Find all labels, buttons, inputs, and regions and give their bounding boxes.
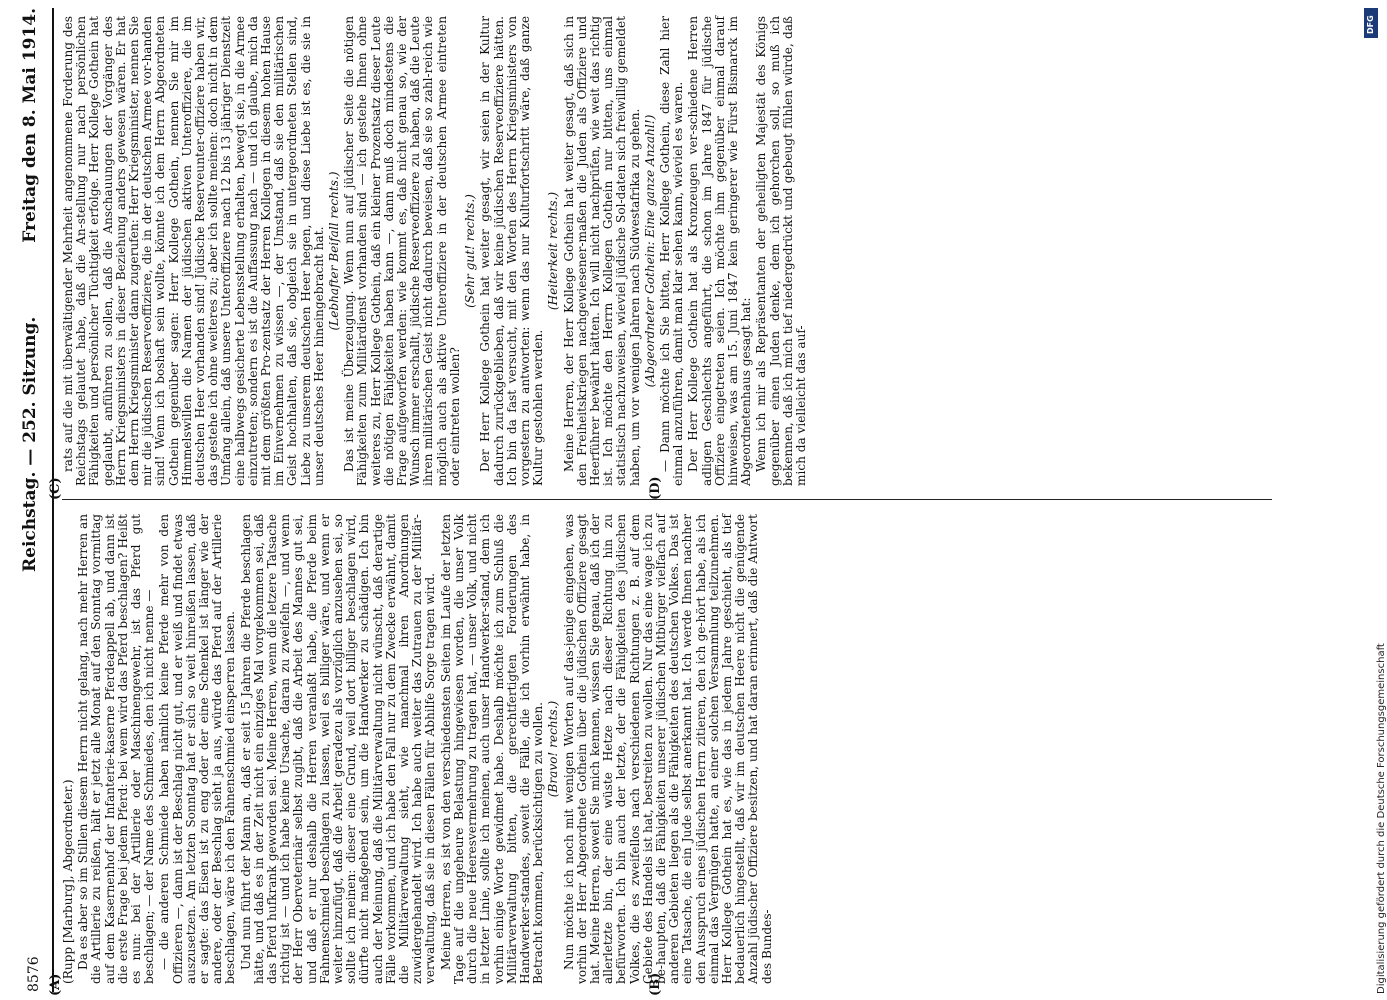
paragraph: Und nun führt der Mann an, daß er seit 15 Jahren die Pferde beschlagen hätte, und daß es in der Zeit nicht ein einziges Mal vorgekommen sei, daß das Pferd hufkrank geworden sei. Meine Herren, wenn die letzere Tatsache richtig ist — und ich habe keine Ursache, daran zu zweifeln —, und wenn der Herr Oberveterinär selbst zugibt, daß die Arbeit des Mannes gut sei, und daß er nur deshalb die Herren veranlaßt habe, die Pferde beim Fahnenschmied beschlagen zu lassen, weil es billiger wäre, und wenn er weiter hinzufügt, daß die Arbeit geradezu als vorzüglich anzusehen sei, so sollte ich meinen: dieser eine Grund, weil dort billiger beschlagen wird, dürfte nicht maßgebend sein, um die Handwerker zu schädigen. Ich bin auch der Meinung, daß die Militärverwaltung nicht wünscht, daß derartige Fälle vorkommen, und ich habe den Fall nur zu dem Zwecke erwähnt, damit die Militärverwaltung sieht, wie manchmal ihren Anordnungen zuwidergehandelt wird. Ich habe auch weiter das Zutrauen zu der Militär-verwaltung, daß sie in diesen Fällen für Abhilfe Sorge tragen wird. <box>238 514 438 984</box>
speaker-line: (Rupp [Marburg], Abgeordneter.) <box>61 779 75 984</box>
header-rule <box>52 8 54 992</box>
margin-marker-c: (C) <box>48 477 63 500</box>
paragraph: rats auf die mit überwältigender Mehrheit angenommene Forderung des Reichstags gelautet habe, daß die An-stellung nur nach persönlichen Fähigkeiten und persönlicher Tüchtigkeit erfolge. Herr Kollege Gothein hat geglaubt, anführen zu sollen, daß die Anschauungen der Vorgänger des Herrn Kriegsministers in dieser Beziehung anders gewesen wären. Er hat dem Herrn Kriegsminister dann zugerufen: Herr Kriegsminister, nennen Sie mir die jüdischen Reserveoffiziere, die in der deutschen Armee vor-handen sind! Wenn ich boshaft sein wollte, könnte ich dem Herrn Abgeordneten Gothein gegenüber sagen: Herr Kollege Gothein, nennen Sie mir im Himmelswillen die Namen der jüdischen aktiven Unteroffiziere, die im deutschen Heer vorhanden sind! Jüdische Reserveunter-offiziere haben wir, das gestehe ich ohne weiteres zu; aber ich sollte meinen: doch nicht in dem Umfang allein, daß unsere Unteroffiziere nach 12 bis 13 jähriger Dienstzeit eine halbwegs gesicherte Lebensstellung erhalten, bewegt sie, in die Armee einzutreten; sondern es ist die Auffassung nach — und ich glaube, mich da mit dem größten Pro-zentsatz der Herren Kollegen in diesem hohen Hause im Einvernehmen zu wissen —, der Umstand, daß sie den militärischen Geist hochhalten, daß sie, obgleich sie in untergeordneten Stellen sind, Liebe zu unserem deutschen Heer hegen, und diese Liebe ist es, die sie in unser deutsches Heer hineingebracht hat. <box>61 16 326 486</box>
column-divider <box>62 499 1272 500</box>
rotated-page-content <box>8 8 1293 996</box>
right-column <box>62 16 810 486</box>
paragraph: Meine Herren, es ist von den verschiedensten Seiten im Laufe der letzten Tage auf die ungeheure Belastung hingewiesen worden, die unser Volk durch die neue Heeresvermehrung zu tragen hat, — unser Volk, und nicht in letzter Linie, sollte ich meinen, auch unser Handwerker-stand, dem ich vorhin einige Worte gewidmet habe. Deshalb möchte ich zum Schluß die Militärverwaltung bitten, die gerechtfertigten Forderungen des Handwerker-standes, soweit die Fälle, die ich vorhin erwähnt habe, in Betracht kommen, berücksichtigen zu wollen. <box>438 514 546 984</box>
paragraph: — Dann möchte ich Sie bitten, Herr Kollege Gothein, diese Zahl hier einmal anzuführen, damit man klar sehen kann, wieviel es waren. <box>657 16 686 486</box>
margin-marker-d: (D) <box>648 476 663 500</box>
paragraph: Nun möchte ich noch mit wenigen Worten auf das-jenige eingehen, was vorhin der Herr Abgeordnete Gothein über die jüdischen Offiziere gesagt hat. Meine Herren, soweit Sie mich kennen, wissen Sie genau, daß ich der allerletzte bin, der eine wüste Hetze nach dieser Richtung hin zu befürworten. Ich bin auch der letzte, der die Fähigkeiten des jüdischen Volkes, die es zweifellos nach verschiedenen Richtungen z. B. auf dem Gebiete des Handels ist hat, bestreiten zu wollen. Nur das eine wage ich zu be-haupten, daß die Fähigkeiten unserer jüdischen Mitbürger vielfach auf anderen Gebieten liegen als die Fähigkeiten des deutschen Volkes. Das ist eine Tatsache, die ein Jude selbst anerkannt hat. Ich werde Ihnen nachher den Ausspruch eines jüdischen Herrn zitieren, den ich ge-hört habe, als ich einmal das Vergnügen hatte, an einer solchen Versammlung teilzunehmen. Herr Kollege Gothein hat es, wie das in jedem Jahre geschieht, als tief bedauerlich hingestellt, daß wir im deutschen Heere nicht die genügende Anzahl jüdischer Offiziere besitzen, und hat daran erinnert, daß die Antwort des Bundes- <box>561 514 774 984</box>
paragraph: Da es aber so im Stillen diesem Herrn nicht gelang, nach mehr Herren an die Artillerie zu reißen, hält er jetzt alle Monat auf den Sonntag vormittag auf dem Kasernenhof der Infanterie-kaserne Pferdeappell ab, und dann ist die erste Frage bei jedem Pferd: bei wem wird das Pferd beschlagen? Heißt es nun: bei der Artillerie oder Maschinengewehr, ist das Pferd gut beschlagen; — der Name des Schmiedes, den ich nicht nenne — <box>76 514 157 984</box>
quotation: Wenn ich mir als Repräsentanten der geheiligten Majestät des Königs gegenüber einen Juden denke, dem ich gehorchen soll, so muß ich bekennen, daß ich mich tief niedergedrückt und gebeugt fühlen würde, daß mich da vielleicht das auf- <box>754 16 808 486</box>
date-title: Freitag den 8. Mai 1914. <box>20 8 40 243</box>
page-number: 8576 <box>26 956 42 992</box>
margin-marker-b: (B) <box>648 972 663 996</box>
paragraph: Der Herr Kollege Gothein hat weiter gesagt, wir seien in der Kultur dadurch zurückgeblieben, daß wir keine jüdischen Reserveoffiziere hätten. Ich bin da fast versucht, mit den Worten des Herrn Kriegsministers von vorgestern zu antworten: wenn das nur Kulturfortschritt wäre, daß ganze Kultur gestohlen werden. <box>478 16 546 486</box>
paragraph: Das ist meine Überzeugung. Wenn nun auf jüdischer Seite die nötigen Fähigkeiten zum Militärdienst vorhanden sind — ich gestehe Ihnen ohne weiteres zu, Herr Kollege Gothein, daß ein kleiner Prozentsatz dieser Leute die nötigen Fähigkeiten haben kann —, dann muß doch mindestens die Frage aufgeworfen werden: wie kommt es, daß nicht genau so, wie der Wunsch immer erschallt, jüdische Reserveoffiziere zu haben, daß die Leute ihren militärischen Geist nicht dadurch beweisen, daß sie so zahl-reich wie möglich auch als aktive Unteroffiziere in der deutschen Armee eintreten oder eintreten wollen? <box>342 16 462 486</box>
dfg-logo: DFG <box>1364 8 1378 38</box>
paragraph: — die anderen Schmiede haben nämlich keine Pferde mehr von den Offizieren —, dann ist der Beschlag nicht gut, und er weiß und findet etwas auszusetzen. Am letzten Sonntag hat er sich so weit hinreißen lassen, daß er sagte: das Eisen ist zu eng oder der eine Schenkel ist länger wie der andere, oder der Beschlag sieht ja aus, würde das Pferd auf der Artillerie beschlagen, wäre ich den Fahnenschmied einsperren lassen. <box>157 514 238 984</box>
left-column <box>62 514 776 984</box>
paragraph: Meine Herren, der Herr Kollege Gothein hat weiter gesagt, daß sich in den Freiheitskriegen nachgewiesener-maßen die Juden als Offiziere und Heerführer bewährt hätten. Ich will nicht nachprüfen, wie weit das richtig ist. Ich möchte den Herrn Kollegen Gothein nur bitten, uns einmal statistisch nachzuweisen, wieviel jüdische Sol-daten sich freiwillig gemeldet haben, um vor wenigen Jahren nach Südwestafrika zu gehen. <box>561 16 642 486</box>
session-title: Reichstag. — 252. Sitzung. <box>20 316 40 572</box>
stage-direction: (Sehr gut! rechts.) <box>463 194 478 308</box>
page-header <box>8 8 52 992</box>
stage-direction: (Abgeordneter Gothein: Eine ganze Anzahl!) <box>642 114 657 388</box>
paragraph: Der Herr Kollege Gothein hat als Kronzeugen ver-schiedene Herren adligen Geschlechts angeführt, die schon im Jahre 1847 für jüdische Offiziere eingetreten seien. Ich möchte ihm gegenüber einmal darauf hinweisen, was am 15. Juni 1847 kein geringerer wie Fürst Bismarck im Abgeordnetenhaus gesagt hat: <box>686 16 754 486</box>
margin-marker-a: (A) <box>48 973 63 996</box>
digitization-credit: Digitalisierung gefördert durch die Deutsche Forschungsgemeinschaft <box>1376 643 1387 994</box>
stage-direction: (Bravo! rechts.) <box>546 700 561 798</box>
stage-direction: (Heiterkeit rechts.) <box>546 191 561 311</box>
stage-direction: (Lebhafter Beifall rechts.) <box>327 171 342 331</box>
